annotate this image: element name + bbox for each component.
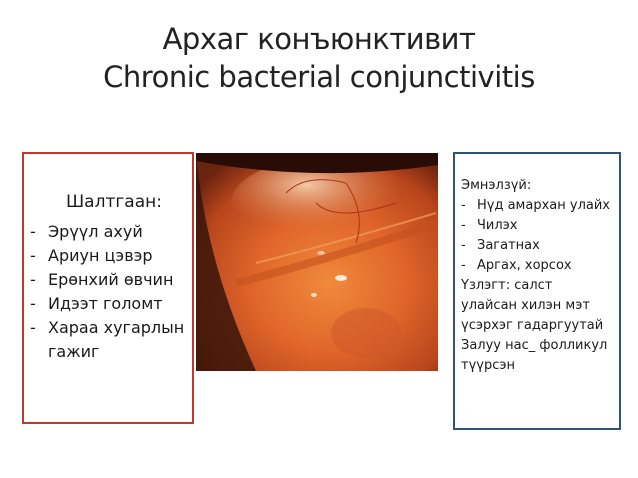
slide-title [0, 20, 638, 96]
list-item: - Ариун цэвэр [30, 244, 196, 268]
finding-line: түүрсэн [461, 358, 515, 373]
list-item: - Загатнах [461, 236, 617, 256]
list-item: - Аргах, хорсох [461, 256, 617, 276]
causes-heading: Шалтгаан: [66, 192, 162, 212]
causes-box [22, 152, 194, 424]
finding-line: Залуу нас_ фолликул [461, 338, 608, 353]
list-item: - Идээт голомт [30, 292, 196, 316]
finding-line: Үзлэгт: салст [461, 278, 553, 293]
finding-line: улайсан хилэн мэт [461, 298, 590, 313]
finding-line: үсэрхэг гадаргуутай [461, 318, 604, 333]
eye-image [196, 153, 438, 371]
list-item: - Нүд амархан улайх [461, 196, 617, 216]
list-item: - Хараа хугарлын гажиг [30, 316, 196, 364]
clinical-box [453, 152, 621, 430]
list-item: - Эрүүл ахуй [30, 220, 196, 244]
list-item: - Ерөнхий өвчин [30, 268, 196, 292]
title-mongolian: Архаг конъюнктивит [162, 22, 476, 56]
causes-list [30, 220, 196, 364]
clinical-list [461, 196, 617, 276]
clinical-heading: Эмнэлзүй: [461, 178, 532, 193]
title-english: Chronic bacterial conjunctivitis [103, 60, 535, 94]
conjunctiva-photo [196, 153, 438, 371]
list-item: - Чилэх [461, 216, 617, 236]
